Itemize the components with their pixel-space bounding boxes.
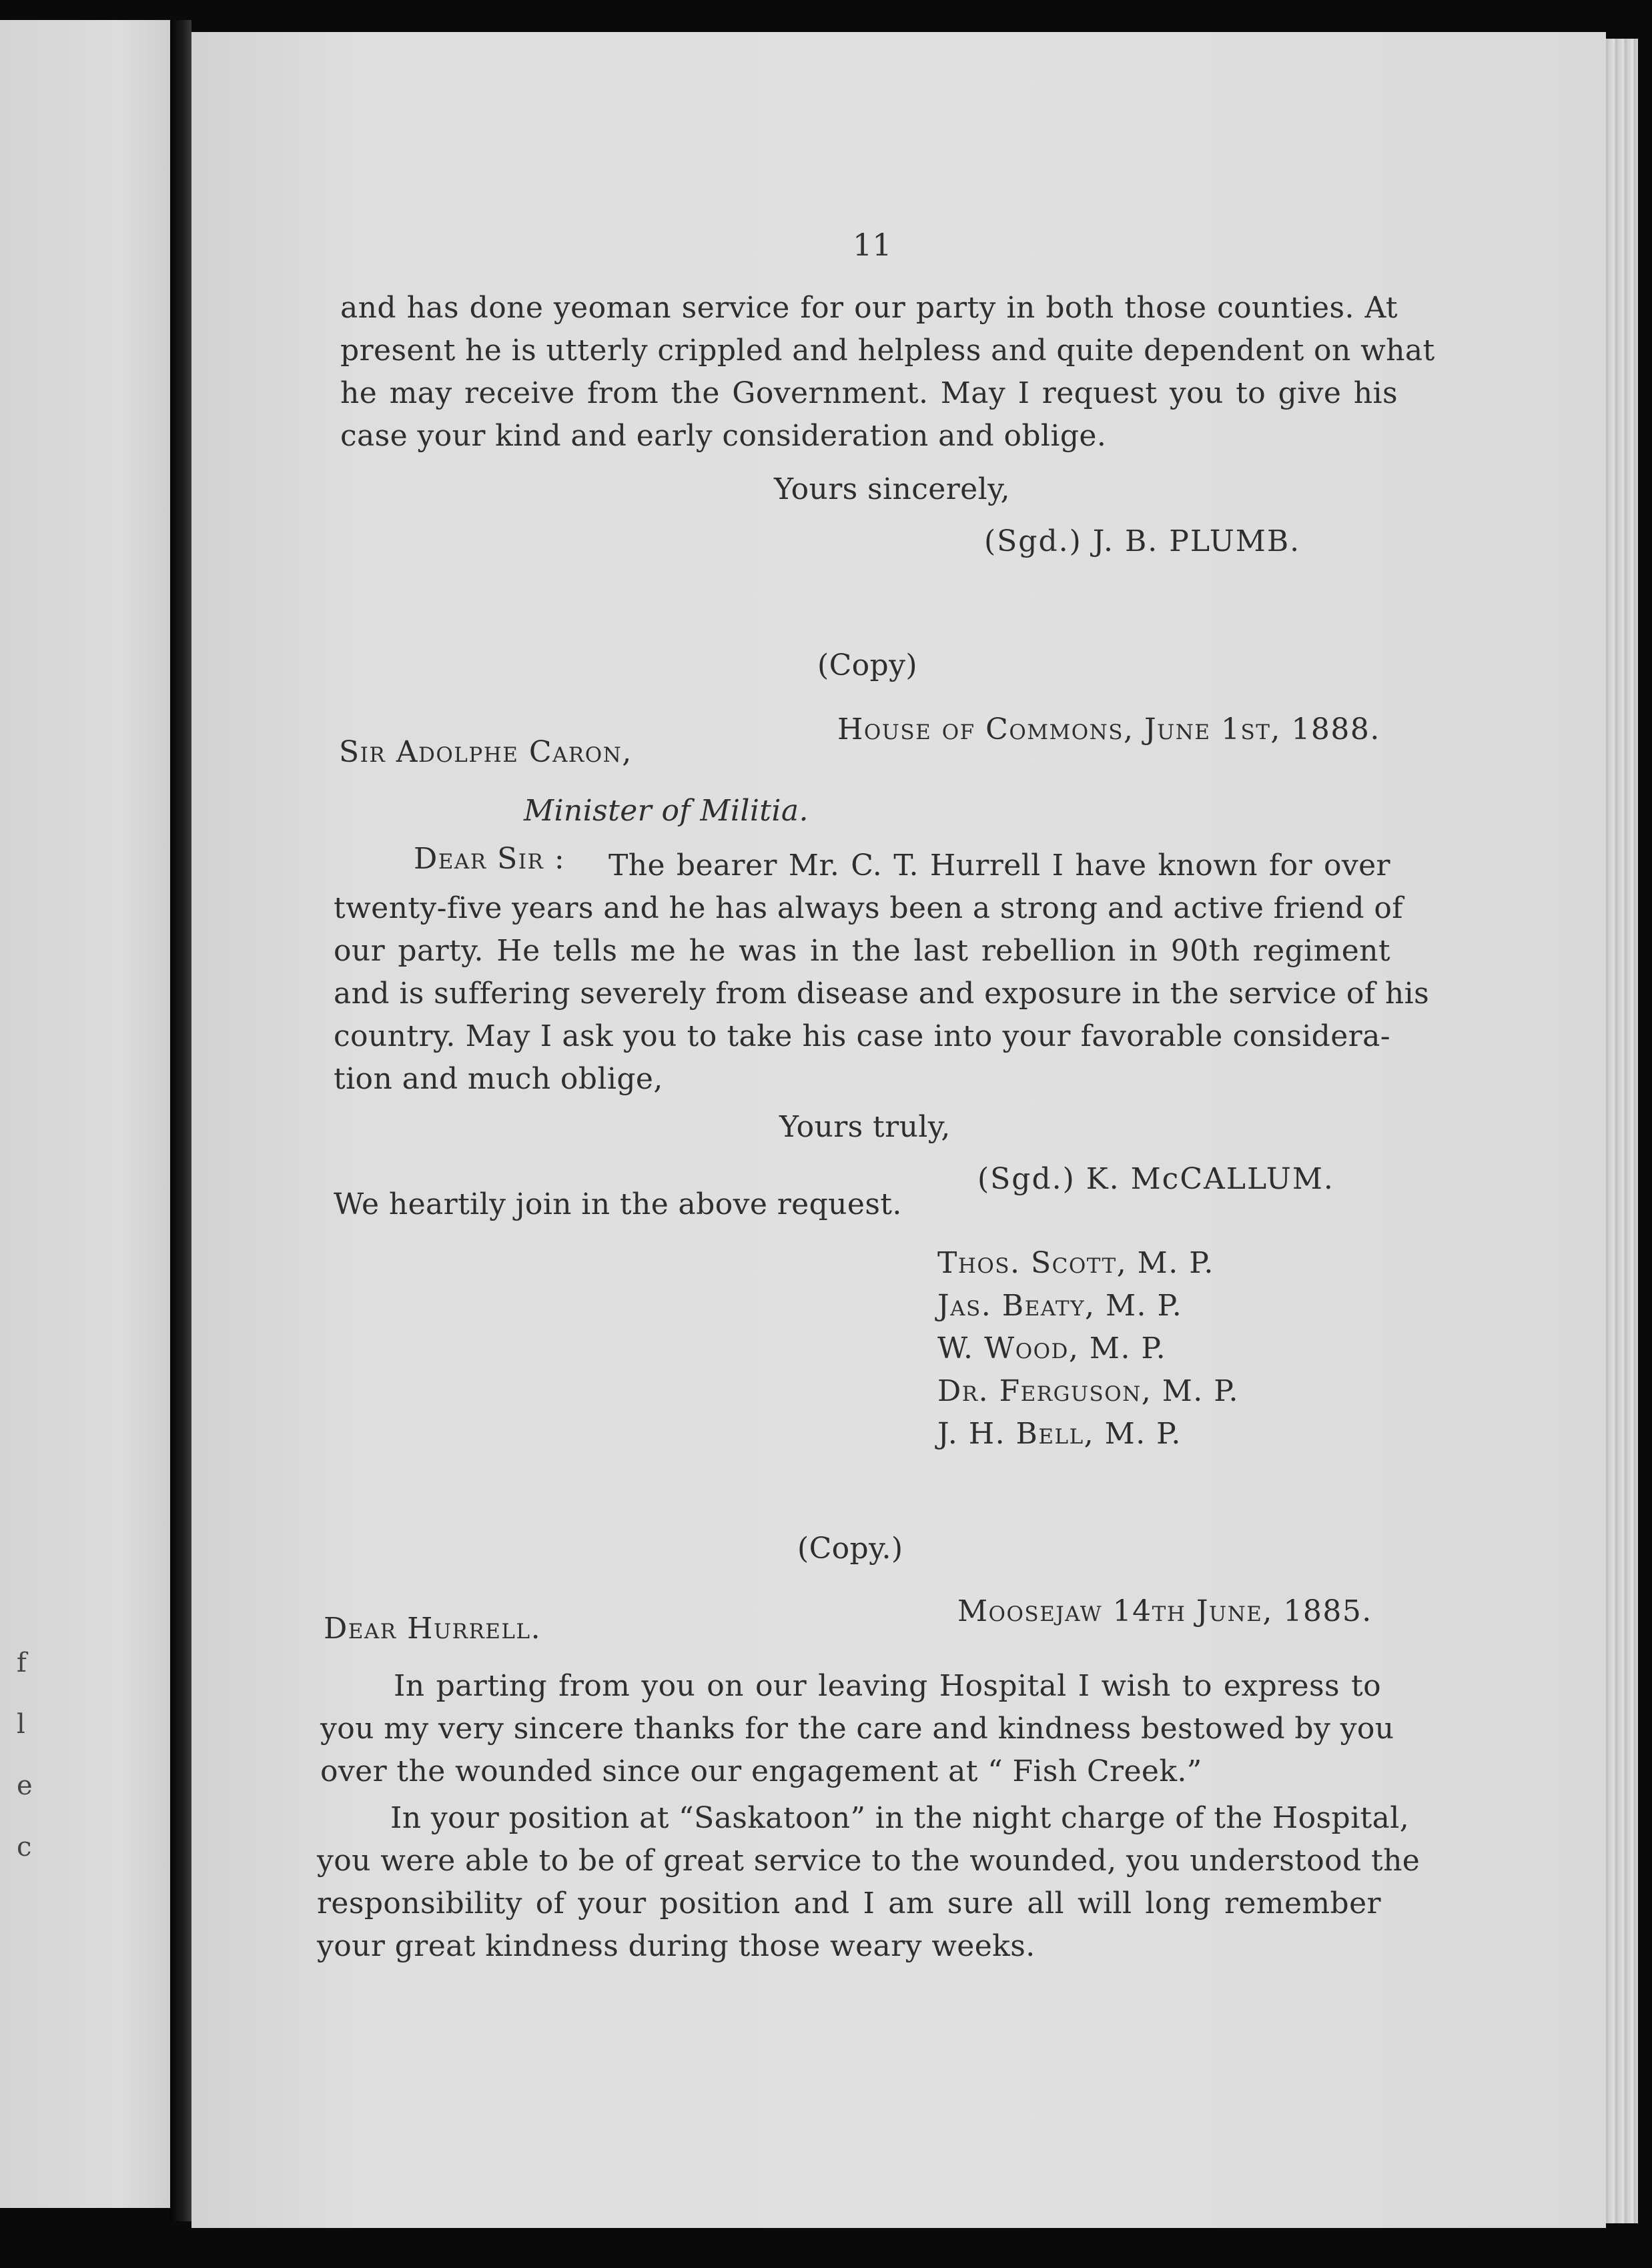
left-page-fragment: l — [17, 1709, 25, 1740]
letter2-salutation: Dear Sir : — [414, 842, 566, 876]
letter2-body-line: twenty-five years and he has always been a strong and active friend of — [334, 891, 1403, 925]
letter2-body-line: The bearer Mr. C. T. Hurrell I have known for over — [608, 848, 1390, 883]
letter2-endorsement: We heartily join in the above request. — [334, 1187, 902, 1221]
letter2-addressee-name: Sir Adolphe Caron, — [339, 735, 633, 769]
letter3-para2-line: your great kindness during those weary weeks. — [317, 1929, 1036, 1963]
left-page-fragment: e — [17, 1770, 33, 1801]
letter3-para1-line: over the wounded since our engagement at “ Fish Creek.” — [320, 1754, 1202, 1788]
book-gutter — [170, 20, 191, 2221]
endorser-name: Dr. Ferguson, M. P. — [937, 1374, 1239, 1408]
letter3-para2-line: you were able to be of great service to the wounded, you understood the — [317, 1844, 1420, 1878]
letter2-addressee-title: Minister of Militia. — [524, 794, 809, 828]
letter3-place-date: Moosejaw 14th June, 1885. — [957, 1594, 1372, 1628]
left-page-fragment: f — [17, 1648, 27, 1678]
letter3-para1-line: you my very sincere thanks for the care and kindness bestowed by you — [320, 1712, 1394, 1746]
letter2-place-date: House of Commons, June 1st, 1888. — [837, 712, 1380, 746]
letter2-body-line: our party. He tells me he was in the last rebellion in 90th regiment — [334, 934, 1390, 968]
letter1-body-line: case your kind and early consideration and oblige. — [340, 419, 1107, 453]
endorser-name: Jas. Beaty, M. P. — [937, 1289, 1183, 1323]
letter2-body-line: country. May I ask you to take his case into your favorable considera- — [334, 1019, 1390, 1053]
letter2-body-line: tion and much oblige, — [334, 1062, 663, 1096]
letter3-copy-label: (Copy.) — [797, 1532, 903, 1566]
endorser-name: W. Wood, M. P. — [937, 1331, 1167, 1365]
endorser-name: J. H. Bell, M. P. — [937, 1417, 1182, 1451]
left-facing-page — [0, 20, 170, 2208]
letter3-para2-line: responsibility of your position and I am sure all will long remember — [317, 1886, 1381, 1920]
letter2-copy-label: (Copy) — [817, 648, 917, 682]
letter1-body-line: present he is utterly crippled and helpless and quite dependent on what — [340, 334, 1435, 368]
letter3-salutation: Dear Hurrell. — [324, 1612, 542, 1646]
left-page-fragment: c — [17, 1832, 32, 1862]
letter1-signature: (Sgd.) J. B. PLUMB. — [984, 524, 1301, 558]
letter3-para1-line: In parting from you on our leaving Hospital I wish to express to — [394, 1669, 1381, 1703]
endorser-name: Thos. Scott, M. P. — [937, 1246, 1214, 1280]
letter1-body-line: he may receive from the Government. May I request you to give his — [340, 376, 1398, 410]
letter3-para2-line: In your position at “Saskatoon” in the night charge of the Hospital, — [390, 1801, 1410, 1835]
letter1-closing: Yours sincerely, — [774, 472, 1010, 506]
letter2-closing: Yours truly, — [779, 1110, 951, 1144]
letter1-body-line: and has done yeoman service for our party in both those counties. At — [340, 291, 1398, 325]
letter2-signature: (Sgd.) K. McCALLUM. — [977, 1162, 1334, 1196]
page-number: 11 — [853, 227, 892, 263]
left-page-text-fragments — [17, 1648, 41, 1954]
letter2-body-line: and is suffering severely from disease and exposure in the service of his — [334, 977, 1430, 1011]
